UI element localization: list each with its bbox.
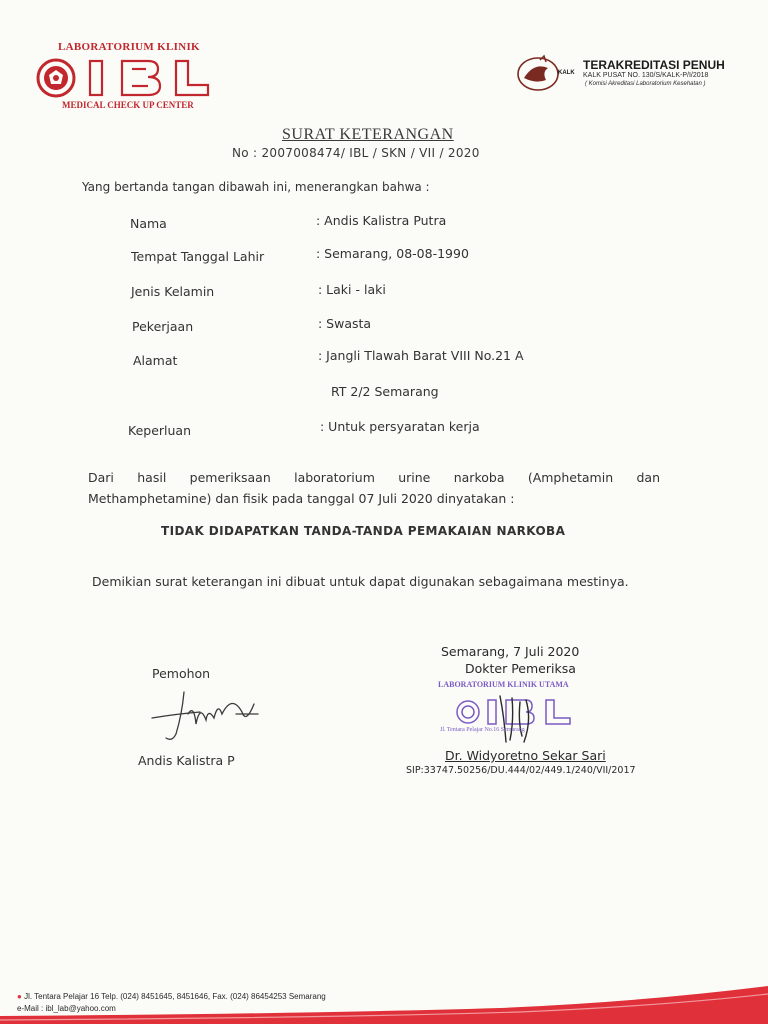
accreditation-title: TERAKREDITASI PENUH xyxy=(583,58,725,72)
paragraph-word: laboratorium xyxy=(294,470,375,485)
paragraph-word: dan xyxy=(636,470,660,485)
field-label-nama: Nama xyxy=(130,216,167,231)
field-value-jenis-kelamin: : Laki - laki xyxy=(318,282,386,297)
lab-name: LABORATORIUM KLINIK xyxy=(58,41,200,53)
paragraph-word: urine xyxy=(398,470,431,485)
footer-address xyxy=(17,992,326,1001)
paragraph-line-1 xyxy=(88,467,660,488)
footer-address-text: Jl. Tentara Pelajar 16 Telp. (024) 8451645, 8451646, Fax. (024) 86454253 Semarang xyxy=(24,992,326,1001)
accreditation-note: ( Komisi Akreditasi Laboratorium Kesehatan ) xyxy=(585,81,706,87)
field-value-alamat: : Jangli Tlawah Barat VIII No.21 A xyxy=(318,348,524,363)
accreditation-number: KALK PUSAT NO. 130/S/KALK-P/I/2018 xyxy=(583,72,709,79)
field-label-alamat: Alamat xyxy=(133,353,178,368)
stamp-top-text: LABORATORIUM KLINIK UTAMA xyxy=(438,680,569,689)
document-number: No : 2007008474/ IBL / SKN / VII / 2020 xyxy=(232,146,480,160)
clinic-stamp xyxy=(438,676,598,746)
field-value-nama: : Andis Kalistra Putra xyxy=(316,213,447,228)
result-paragraph xyxy=(88,467,660,509)
footer-band xyxy=(0,980,768,1024)
applicant-name: Andis Kalistra P xyxy=(138,753,235,768)
paragraph-line-2: Methamphetamine) dan fisik pada tanggal 07 Juli 2020 dinyatakan : xyxy=(88,491,515,506)
ibl-logo xyxy=(36,57,211,99)
field-label-keperluan: Keperluan xyxy=(128,423,192,438)
field-value-alamat-line2: RT 2/2 Semarang xyxy=(331,384,439,399)
tagline: MEDICAL CHECK UP CENTER xyxy=(62,100,194,110)
paragraph-word: Dari xyxy=(88,470,114,485)
kalk-accreditation-icon xyxy=(516,54,578,94)
field-label-jenis-kelamin: Jenis Kelamin xyxy=(131,284,215,299)
field-label-ttl: Tempat Tanggal Lahir xyxy=(131,249,265,264)
test-result: TIDAK DIDAPATKAN TANDA-TANDA PEMAKAIAN NARKOBA xyxy=(161,524,566,538)
paragraph-word: pemeriksaan xyxy=(189,470,271,485)
ibl-wordmark xyxy=(90,61,208,95)
ibl-emblem-icon xyxy=(38,60,74,96)
paragraph-word: hasil xyxy=(137,470,167,485)
field-value-keperluan: : Untuk persyaratan kerja xyxy=(320,419,480,434)
doctor-name: Dr. Widyoretno Sekar Sari xyxy=(445,748,606,763)
kalk-label: KALK xyxy=(558,70,575,76)
place-date: Semarang, 7 Juli 2020 xyxy=(441,644,580,659)
stamp-bottom-text: Jl. Tentara Pelajar No.16 Semarang xyxy=(440,727,525,733)
intro-text: Yang bertanda tangan dibawah ini, menerangkan bahwa : xyxy=(82,180,430,194)
applicant-signature xyxy=(146,684,266,746)
applicant-role: Pemohon xyxy=(152,666,211,681)
doctor-role: Dokter Pemeriksa xyxy=(465,661,576,676)
field-label-pekerjaan: Pekerjaan xyxy=(132,319,194,334)
closing-statement: Demikian surat keterangan ini dibuat untuk dapat digunakan sebagaimana mestinya. xyxy=(92,574,629,589)
document-title: SURAT KETERANGAN xyxy=(282,126,454,143)
paragraph-word: (Amphetamin xyxy=(527,470,614,485)
doctor-sip: SIP:33747.50256/DU.444/02/449.1/240/VII/2017 xyxy=(406,765,636,776)
paragraph-word: narkoba xyxy=(453,470,505,485)
field-value-pekerjaan: : Swasta xyxy=(318,316,372,331)
bullet-icon: ● xyxy=(17,992,25,1001)
field-value-ttl: : Semarang, 08-08-1990 xyxy=(316,246,469,261)
footer-email: e-Mail : ibl_lab@yahoo.com xyxy=(17,1004,116,1013)
